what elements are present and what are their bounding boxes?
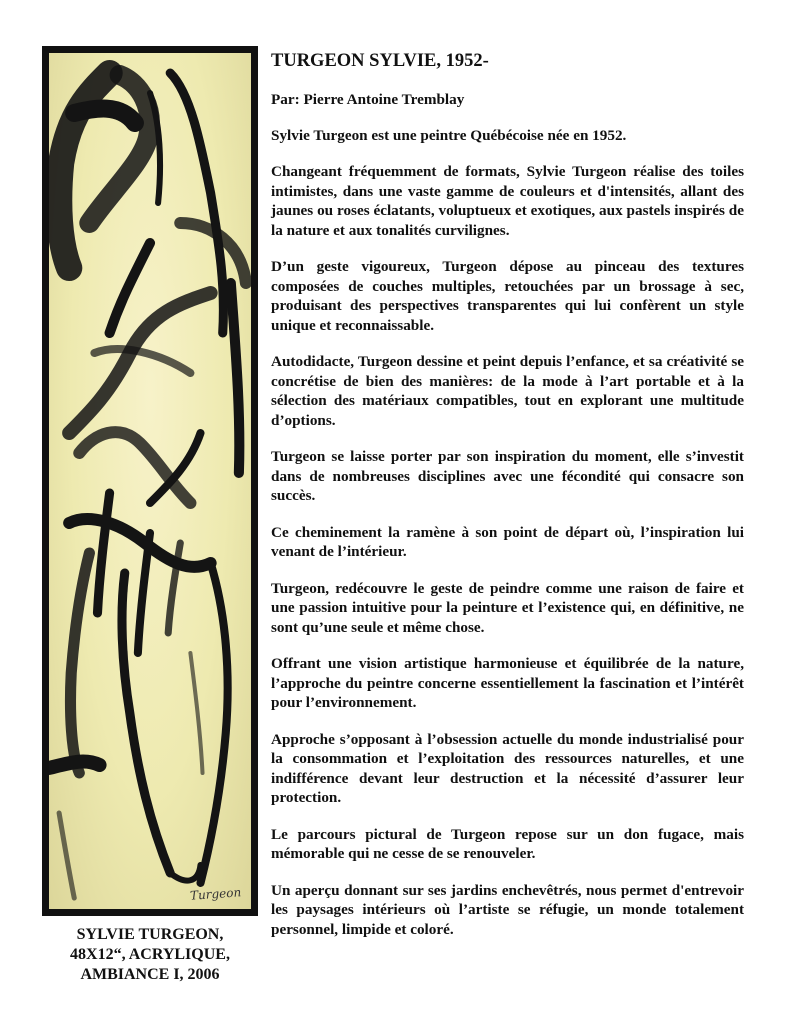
article-paragraph: Approche s’opposant à l’obsession actuelle du monde industrialisé pour la consommation et l’exploitation des ressources naturelles, et une indifférence devant leur destruction et la nécessité d’assurer leur protection. bbox=[271, 730, 744, 806]
article-paragraph: Turgeon se laisse porter par son inspiration du moment, elle s’investit dans de nombreuses disciplines avec une fécondité qui consacre son succès. bbox=[271, 448, 744, 504]
article-paragraph: Turgeon, redécouvre le geste de peindre comme une raison de faire et une passion intuitive pour la peinture et l’existence qui, en définitive, ne sont qu’une seule et même chose. bbox=[271, 579, 744, 636]
brush-strokes bbox=[49, 53, 251, 909]
article-paragraph: Ce cheminement la ramène à son point de départ où, l’inspiration lui venant de l’intérieur. bbox=[271, 523, 744, 560]
article-paragraph: Autodidacte, Turgeon dessine et peint depuis l’enfance, et sa créativité se concrétise de bien des manières: de la mode à l’art portable et à la sélection des matériaux compatibles, tout en explorant une multitude d’options. bbox=[271, 353, 744, 429]
caption-line: AMBIANCE I, 2006 bbox=[80, 966, 220, 983]
painting-caption bbox=[42, 925, 258, 985]
article-body bbox=[271, 50, 744, 956]
article-paragraph: Le parcours pictural de Turgeon repose sur un don fugace, mais mémorable qui ne cesse de se renouveler. bbox=[271, 825, 744, 862]
article-paragraph: Un aperçu donnant sur ses jardins enchevêtrés, nous permet d'entrevoir les paysages intérieurs où l’artiste se réfugie, un monde totalement personnel, limpide et coloré. bbox=[271, 881, 744, 938]
artist-signature: Turgeon bbox=[189, 885, 242, 903]
article-paragraph: Offrant une vision artistique harmonieuse et équilibrée de la nature, l’approche du peintre concerne essentiellement la fascination et l’intérêt pour l’environnement. bbox=[271, 655, 744, 711]
caption-line: SYLVIE TURGEON, bbox=[76, 926, 224, 943]
caption-line: 48X12“, ACRYLIQUE, bbox=[70, 946, 230, 963]
article-byline: Par: Pierre Antoine Tremblay bbox=[271, 91, 465, 108]
painting-frame bbox=[42, 46, 258, 916]
painting-image bbox=[49, 53, 251, 909]
article-title: TURGEON SYLVIE, 1952- bbox=[271, 51, 489, 71]
article-paragraph: Changeant fréquemment de formats, Sylvie Turgeon réalise des toiles intimistes, dans une vaste gamme de couleurs et d'intensités, allant des jaunes ou roses éclatants, voluptueux et exotiques, aux pastels inspirés de la nature et aux tonalités curvilignes. bbox=[271, 163, 744, 239]
article-paragraph: D’un geste vigoureux, Turgeon dépose au pinceau des textures composées de couches multiples, retouchées par un brossage à sec, produisant des perspectives transparentes qui lui confèrent un style unique et reconnaissable. bbox=[271, 258, 744, 334]
article-paragraph: Sylvie Turgeon est une peintre Québécoise née en 1952. bbox=[271, 126, 627, 144]
